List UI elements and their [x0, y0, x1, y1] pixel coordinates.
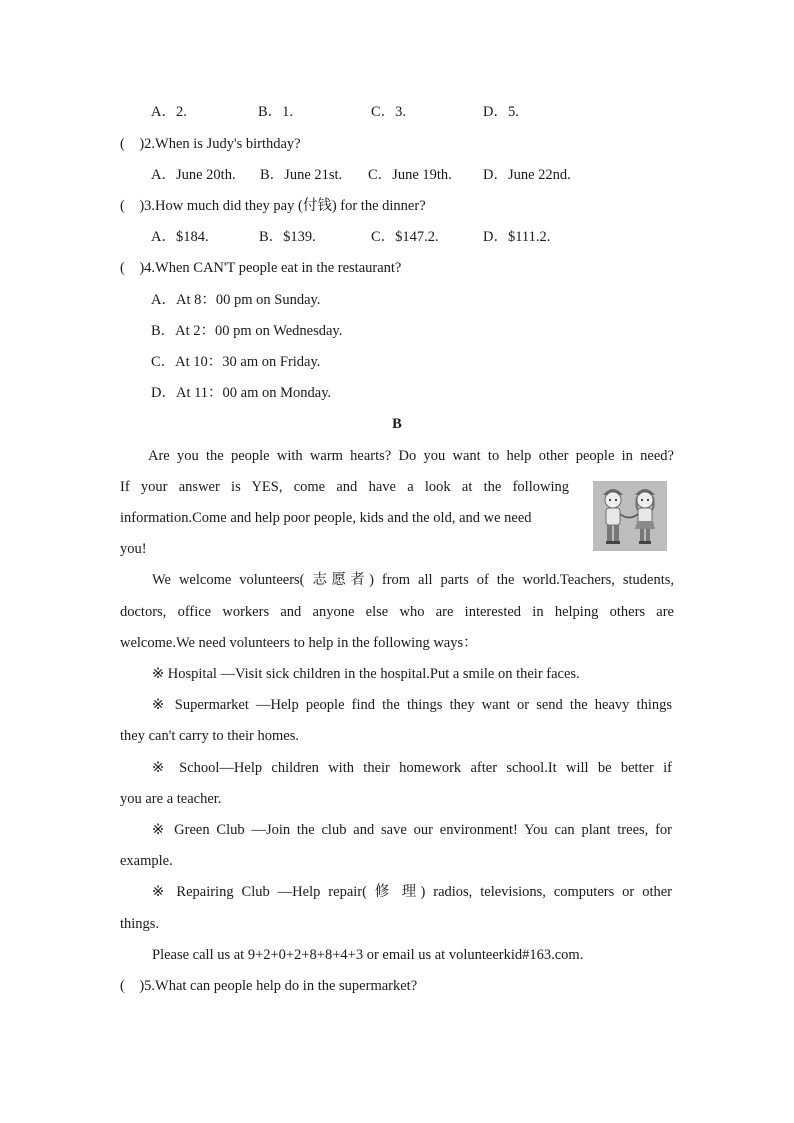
welcome-line-2: doctors, office workers and anyone else who are interested in helping others are	[120, 604, 674, 620]
intro-line-1: Are you the people with warm hearts? Do you want to help other people in need?	[148, 448, 674, 464]
contact-line: Please call us at 9+2+0+2+8+8+4+3 or email us at volunteerkid#163.com.	[152, 947, 584, 963]
q2-option-d: D．June 22nd.	[483, 167, 571, 183]
item-school-cont: you are a teacher.	[120, 791, 222, 807]
q3-option-d: D．$111.2.	[483, 229, 551, 245]
item-supermarket: ※ Supermarket —Help people find the things they want or send the heavy things	[152, 697, 672, 713]
intro-line-3: information.Come and help poor people, kids and the old, and we need	[120, 510, 532, 526]
q4-option-d: D．At 11：00 am on Monday.	[151, 385, 332, 401]
item-supermarket-cont: they can't carry to their homes.	[120, 728, 299, 744]
q1-option-b: B．1.	[258, 104, 294, 120]
item-hospital: ※ Hospital —Visit sick children in the hospital.Put a smile on their faces.	[152, 666, 580, 682]
item-green-club-cont: example.	[120, 853, 173, 869]
intro-line-2: If your answer is YES, come and have a look at the following	[120, 479, 569, 495]
q4-stem: ( )4.When CAN'T people eat in the restaurant?	[120, 260, 402, 276]
q1-option-c: C．3.	[371, 104, 407, 120]
welcome-line-1: We welcome volunteers( 志愿者) from all parts of the world.Teachers, students,	[152, 572, 674, 588]
q2-option-b: B．June 21st.	[260, 167, 343, 183]
item-repairing-club: ※ Repairing Club —Help repair( 修 理) radios, televisions, computers or other	[152, 884, 672, 900]
intro-line-4: you!	[120, 541, 147, 557]
section-b-heading: B	[392, 416, 402, 432]
q3-option-b: B．$139.	[259, 229, 316, 245]
q3-stem: ( )3.How much did they pay (付钱) for the dinner?	[120, 198, 426, 214]
q3-option-c: C．$147.2.	[371, 229, 439, 245]
q5-stem: ( )5.What can people help do in the supermarket?	[120, 978, 418, 994]
item-repairing-club-cont: things.	[120, 916, 160, 932]
q4-option-b: B．At 2：00 pm on Wednesday.	[151, 323, 343, 339]
q2-option-a: A．June 20th.	[151, 167, 236, 183]
item-green-club: ※ Green Club —Join the club and save our environment! You can plant trees, for	[152, 822, 672, 838]
welcome-line-3: welcome.We need volunteers to help in the following ways：	[120, 635, 478, 651]
q2-stem: ( )2.When is Judy's birthday?	[120, 136, 301, 152]
q1-option-a: A．2.	[151, 104, 187, 120]
q3-option-a: A．$184.	[151, 229, 209, 245]
q4-option-a: A．At 8：00 pm on Sunday.	[151, 292, 321, 308]
volunteer-kids-illustration	[593, 481, 667, 551]
kids-icon	[593, 481, 667, 551]
item-school: ※ School—Help children with their homework after school.It will be better if	[152, 760, 672, 776]
q4-option-c: C．At 10：30 am on Friday.	[151, 354, 321, 370]
q1-option-d: D．5.	[483, 104, 519, 120]
q2-option-c: C．June 19th.	[368, 167, 452, 183]
